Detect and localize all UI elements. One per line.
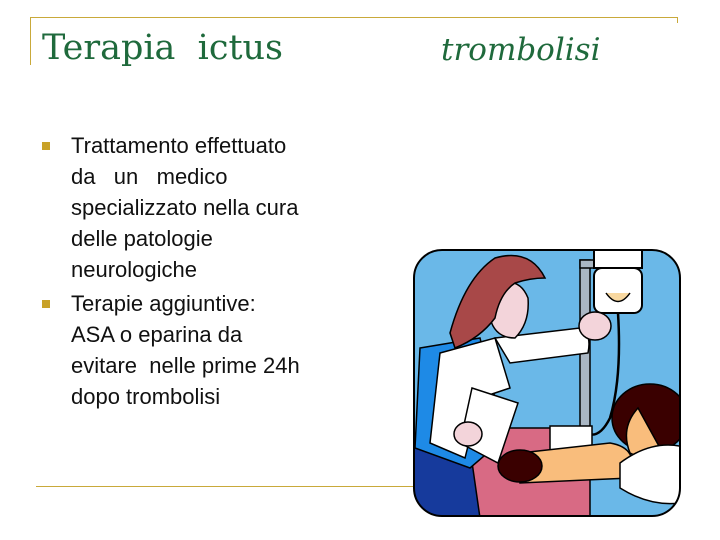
slide-subtitle: trombolisi [441, 32, 601, 68]
bullet-text: Terapie aggiuntive: ASA o eparina da evitare nelle prime 24h dopo trombolisi [71, 291, 300, 409]
right-border-tick [677, 17, 678, 23]
bullet-item [42, 130, 352, 285]
bullet-item [42, 288, 352, 412]
bullet-square-icon [42, 300, 50, 308]
bullet-square-icon [42, 142, 50, 150]
bottom-border-line [36, 486, 436, 487]
left-border-line [30, 17, 31, 65]
bullet-text: Trattamento effettuato da un medico specializzato nella cura delle patologie neurologiche [71, 133, 299, 282]
top-border-line [30, 17, 677, 18]
doctor-patient-icon [410, 238, 690, 518]
slide-title: Terapia ictus [42, 28, 284, 68]
bullet-list [42, 130, 352, 415]
